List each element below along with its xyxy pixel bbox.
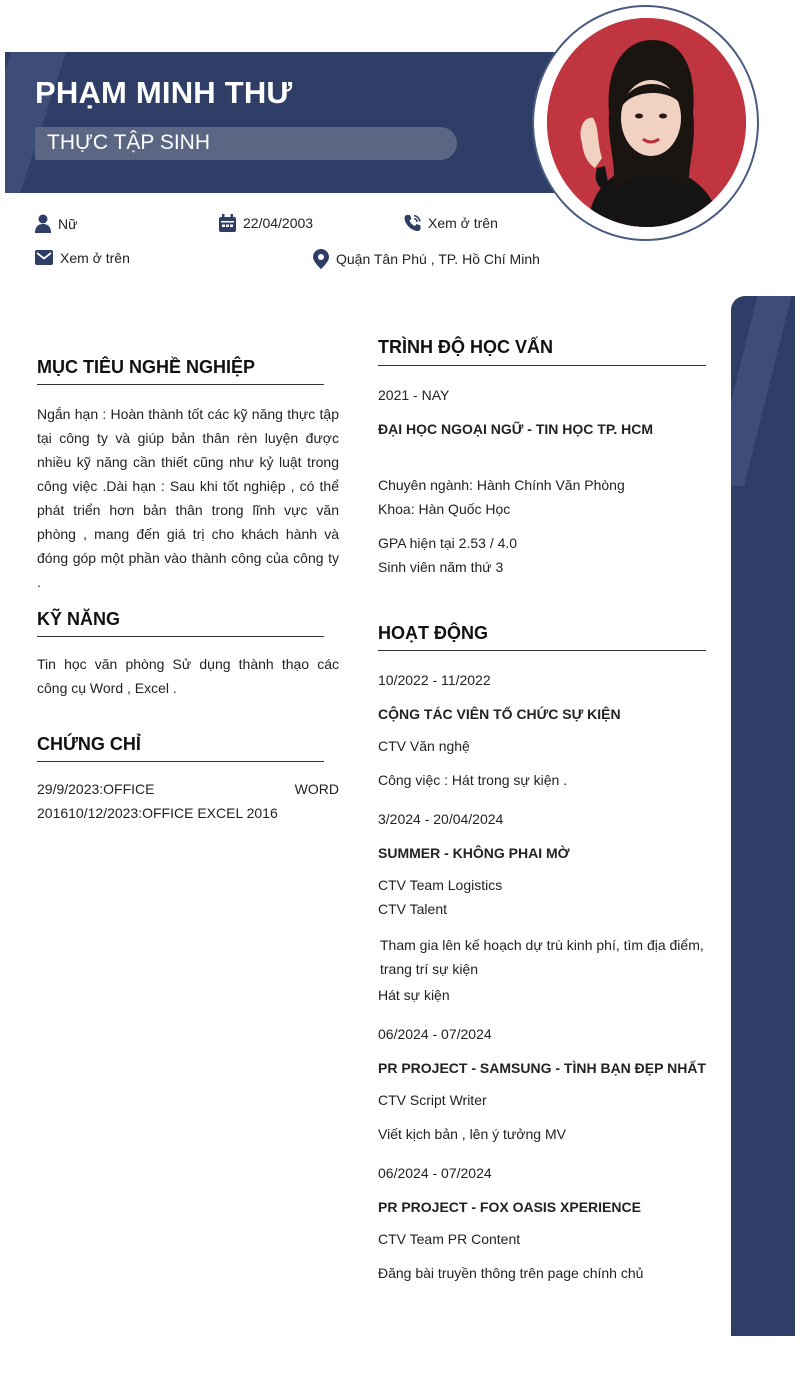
candidate-role: THỰC TẬP SINH (47, 131, 211, 154)
address-value: Quận Tân Phú , TP. Hồ Chí Minh (336, 251, 540, 267)
header-band (5, 52, 565, 193)
education-title: TRÌNH ĐỘ HỌC VẤN (378, 337, 553, 357)
activity-detail: CTV Văn nghệ (378, 738, 470, 754)
activity-detail: CTV Script Writer (378, 1092, 487, 1108)
activity-period: 3/2024 - 20/04/2024 (378, 811, 504, 827)
birthdate-info (219, 214, 313, 232)
activity-period: 06/2024 - 07/2024 (378, 1026, 492, 1042)
activity-name: PR PROJECT - FOX OASIS XPERIENCE (378, 1199, 641, 1215)
education-rule (378, 365, 706, 366)
map-pin-icon (313, 249, 329, 269)
birthdate-value: 22/04/2003 (243, 215, 314, 231)
activity-detail: Tham gia lên kế hoạch dự trù kinh phí, tìm địa điểm, trang trí sự kiện (380, 937, 704, 977)
activities-rule (378, 650, 706, 651)
header-stripe (5, 52, 69, 193)
gender-value: Nữ (58, 215, 78, 232)
certificates-text: 29/9/2023:OFFICE WORD 201610/12/2023:OFFICE EXCEL 2016 (37, 781, 339, 821)
activities-title: HOẠT ĐỘNG (378, 623, 488, 643)
avatar (547, 18, 746, 227)
user-icon (35, 214, 51, 233)
phone-icon (404, 214, 421, 232)
activity-detail: CTV Team PR Content (378, 1231, 521, 1247)
certificates-rule (37, 761, 324, 762)
gender-info (35, 214, 77, 233)
activity-detail: Hát sự kiện (378, 987, 450, 1003)
email-value: Xem ở trên (60, 249, 130, 266)
activity-period: 06/2024 - 07/2024 (378, 1165, 492, 1181)
activity-name: PR PROJECT - SAMSUNG - TÌNH BẠN ĐẸP NHẤT (378, 1060, 706, 1076)
education-faculty: Khoa: Hàn Quốc Học (378, 501, 511, 517)
side-decoration (731, 296, 795, 1336)
activity-detail: CTV Team Logistics (378, 877, 503, 893)
calendar-icon (219, 214, 236, 232)
candidate-name: PHẠM MINH THƯ (35, 75, 293, 110)
education-major: Chuyên ngành: Hành Chính Văn Phòng (378, 477, 625, 493)
activity-detail: CTV Talent (378, 901, 447, 917)
envelope-icon (35, 249, 53, 266)
activity-period: 10/2022 - 11/2022 (378, 672, 491, 688)
activity-name: CỘNG TÁC VIÊN TỔ CHỨC SỰ KIỆN (378, 706, 621, 722)
objective-rule (37, 384, 324, 385)
objective-title: MỤC TIÊU NGHỀ NGHIỆP (37, 357, 256, 377)
education-year: Sinh viên năm thứ 3 (378, 559, 504, 575)
activity-detail: Đăng bài truyền thông trên page chính chủ (378, 1265, 644, 1281)
address-info (313, 249, 540, 269)
phone-info (404, 214, 498, 232)
skills-text: Tin học văn phòng Sử dụng thành thạo các công cụ Word , Excel . (37, 656, 339, 696)
certificates-title: CHỨNG CHỈ (37, 734, 141, 754)
email-info (35, 249, 130, 266)
education-school: ĐẠI HỌC NGOẠI NGỮ - TIN HỌC TP. HCM (378, 421, 654, 437)
skills-title: KỸ NĂNG (37, 609, 121, 629)
objective-text: Ngắn hạn : Hoàn thành tốt các kỹ năng thực tập tại công ty và giúp bản thân rèn luyện được nhiều kỹ năng cần thiết cũng như kỷ luật trong công việc .Dài hạn : Sau khi tốt nghiệp , có thể phát triển hơn bản thân trong lĩnh vực văn phòng , mang đến giá trị cho khách hành và đóng góp một phần vào thành công của công ty . (37, 406, 339, 590)
activity-name: SUMMER - KHÔNG PHAI MỜ (378, 845, 570, 861)
education-gpa: GPA hiện tại 2.53 / 4.0 (378, 535, 518, 551)
skills-rule (37, 636, 324, 637)
activity-detail: Công việc : Hát trong sự kiện . (378, 772, 568, 788)
activity-detail: Viết kịch bản , lên ý tưởng MV (378, 1126, 566, 1142)
education-period: 2021 - NAY (378, 387, 450, 403)
side-stripe (731, 296, 794, 486)
phone-value: Xem ở trên (428, 215, 498, 231)
